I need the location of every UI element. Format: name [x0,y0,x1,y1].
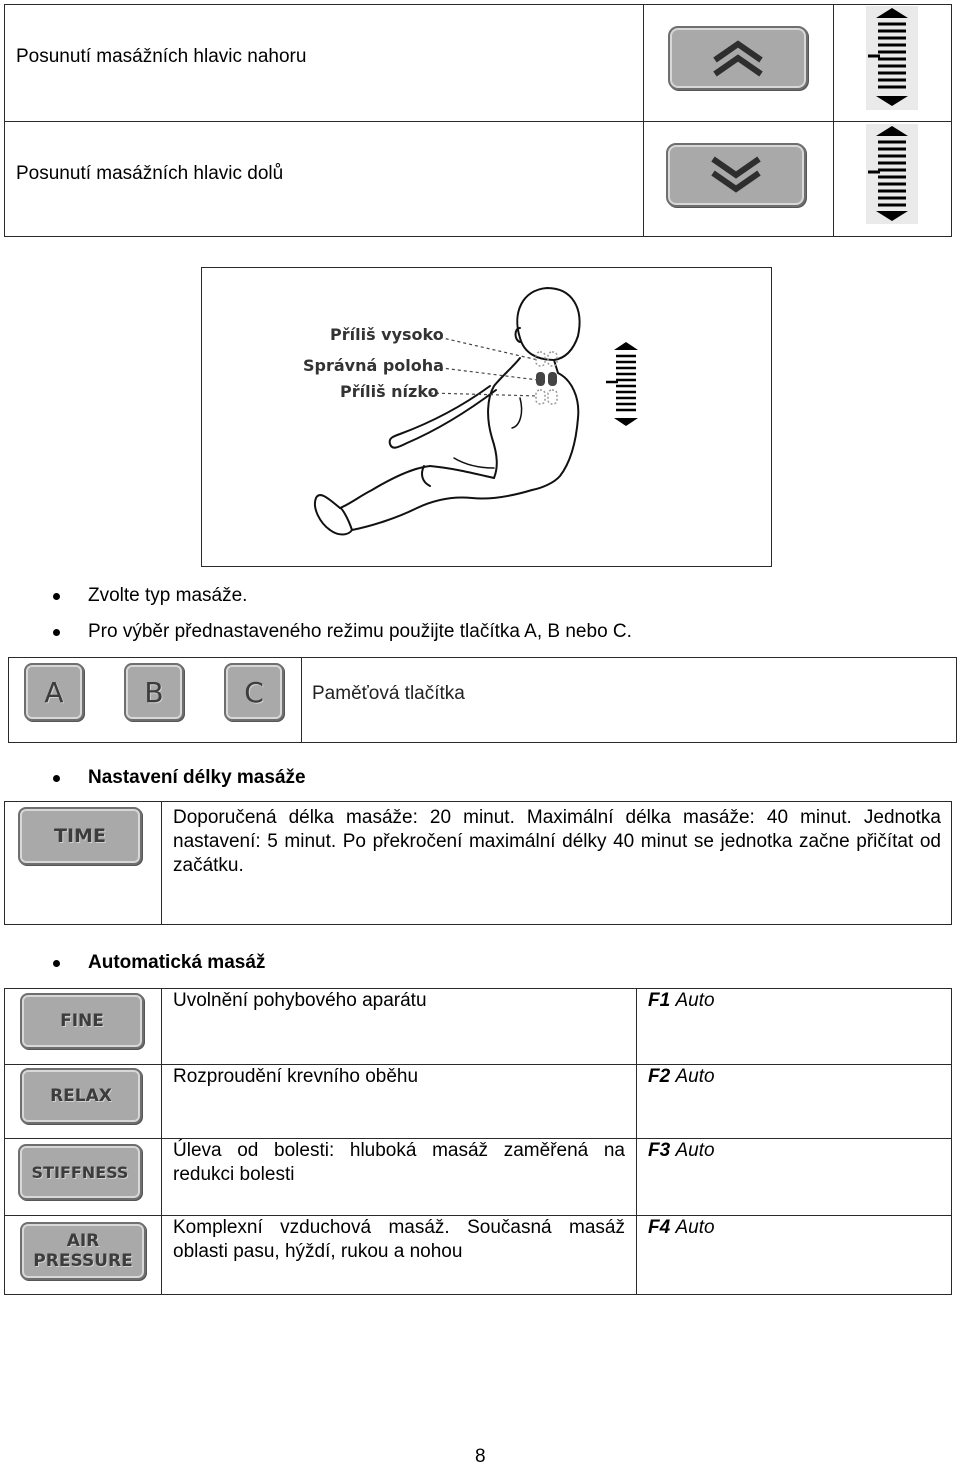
too-low-label: Příliš nízko [340,382,439,401]
mode-code: F4 [648,1217,671,1238]
position-scale-up-icon [866,6,918,110]
mode-code: F2 [648,1066,671,1087]
table-cell [161,1064,637,1139]
auto-row-mode [648,1065,715,1089]
auto-row-description: Úleva od bolesti: hluboká masáž zaměřená na redukci bolesti [173,1140,625,1185]
table-cell [161,988,637,1065]
mode-label: Auto [675,1140,715,1161]
head-position-figure [201,267,772,567]
table-cell [161,1138,637,1216]
table-cell [161,1215,637,1295]
mode-label: Auto [675,1217,715,1238]
bullet [53,629,60,636]
double-chevron-down-icon [701,155,771,195]
head-up-label: Posunutí masážních hlavic nahoru [16,46,307,67]
fine-button-label: FINE [60,1011,104,1031]
air-pressure-label-line2: PRESSURE [33,1251,133,1271]
auto-heading: Automatická masáž [88,952,266,973]
too-high-label: Příliš vysoko [330,325,444,344]
memory-a-label: A [44,675,64,709]
page-number: 8 [475,1446,486,1467]
table-cell [4,121,644,237]
table-cell [636,1215,952,1295]
double-chevron-up-icon [703,38,773,78]
table-cell [4,4,644,122]
mode-code: F3 [648,1140,671,1161]
stiffness-button-label: STIFFNESS [31,1162,129,1182]
head-down-label: Posunutí masážních hlavic dolů [16,163,284,184]
fine-button[interactable] [20,993,144,1049]
seated-person-illustration [202,268,771,566]
relax-button-label: RELAX [50,1086,112,1106]
correct-position-label: Správná poloha [303,356,444,375]
table-cell [636,1064,952,1139]
memory-label: Paměťová tlačítka [312,683,465,704]
duration-text-cell [161,801,952,925]
memory-c-label: C [244,675,264,709]
memory-a-button[interactable] [24,663,84,721]
mode-code: F1 [648,990,671,1011]
auto-row-mode [648,1139,715,1163]
duration-text: Doporučená délka masáže: 20 minut. Maximální délka masáže: 40 minut. Jednotka nastavení: 5 minut. Po překročení maximální délky 40 minut se jednotka začne přičítat od začátku. [173,807,941,876]
time-button-label: TIME [54,825,106,847]
move-down-button[interactable] [666,143,806,207]
auto-row-description: Rozproudění krevního oběhu [173,1066,419,1087]
choose-type-text: Zvolte typ masáže. [88,585,248,606]
auto-row-description: Uvolnění pohybového aparátu [173,990,427,1011]
duration-heading: Nastavení délky masáže [88,767,306,788]
stiffness-button[interactable] [18,1144,142,1200]
memory-label-cell [301,657,957,743]
auto-row-mode [648,1216,715,1240]
bullet [53,593,60,600]
table-cell [636,1138,952,1216]
preset-mode-text: Pro výběr přednastaveného režimu použijte tlačítka A, B nebo C. [88,621,632,642]
time-button[interactable] [18,807,142,865]
auto-row-mode [648,989,715,1013]
memory-b-label: B [144,675,164,709]
air-pressure-button[interactable] [20,1222,146,1280]
mode-label: Auto [675,990,715,1011]
air-pressure-label-line1: AIR [66,1231,100,1251]
bullet [53,775,60,782]
memory-c-button[interactable] [224,663,284,721]
auto-row-description: Komplexní vzduchová masáž. Současná masáž oblasti pasu, hýždí, rukou a nohou [173,1217,625,1262]
bullet [53,960,60,967]
move-up-button[interactable] [668,26,808,90]
mode-label: Auto [675,1066,715,1087]
relax-button[interactable] [20,1068,142,1124]
position-scale-down-icon [866,124,918,224]
table-cell [636,988,952,1065]
memory-b-button[interactable] [124,663,184,721]
